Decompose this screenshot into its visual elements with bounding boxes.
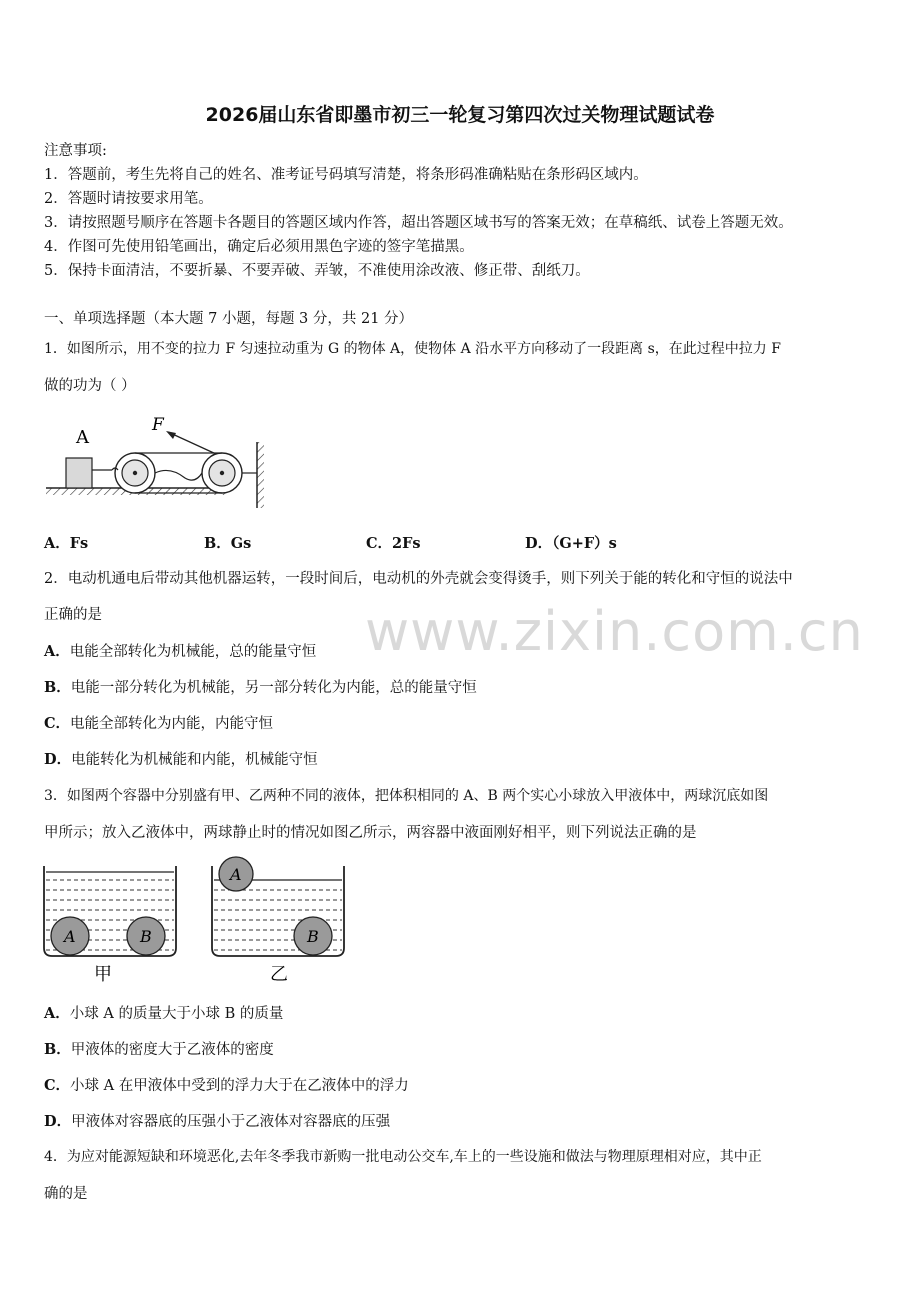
q1-stem-line1: 1．如图所示，用不变的拉力 F 匀速拉动重为 G 的物体 A，使物体 A 沿水平方向移动了一段距离 s，在此过程中拉力 F [44, 341, 781, 357]
q4-stem-line2: 确的是 [44, 1186, 88, 1202]
q3-stem-line1: 3．如图两个容器中分别盛有甲、乙两种不同的液体，把体积相同的 A、B 两个实心小球放入甲液体中，两球沉底如图 [44, 788, 769, 804]
notice-item: 2．答题时请按要求用笔。 [44, 191, 213, 207]
section-heading: 一、单项选择题（本大题 7 小题，每题 3 分，共 21 分） [44, 311, 414, 327]
label-jia: 甲 [94, 964, 112, 985]
notice-heading: 注意事项: [44, 143, 107, 159]
force-arrow [168, 432, 216, 454]
force-arrowhead [166, 431, 176, 439]
block-a [66, 458, 92, 488]
ball-a-label: A [230, 865, 242, 884]
ball-b-label: B [307, 927, 319, 946]
q2-option-b: B．电能一部分转化为机械能，另一部分转化为内能，总的能量守恒 [44, 679, 477, 696]
container-yi [212, 857, 344, 956]
q2-option-d: D．电能转化为机械能和内能，机械能守恒 [44, 751, 318, 768]
ball-a-label: A [64, 927, 76, 946]
q2-stem-line1: 2．电动机通电后带动其他机器运转，一段时间后，电动机的外壳就会变得烫手，则下列关于能的转化和守恒的说法中 [44, 571, 793, 587]
q2-stem-line2: 正确的是 [44, 607, 102, 623]
q3-option-d: D．甲液体对容器底的压强小于乙液体对容器底的压强 [44, 1113, 391, 1130]
notice-item: 1．答题前，考生先将自己的姓名、准考证号码填写清楚，将条形码准确粘贴在条形码区域内。 [44, 167, 648, 183]
container-jia [44, 866, 176, 956]
q3-option-a: A．小球 A 的质量大于小球 B 的质量 [44, 1005, 284, 1022]
q1-label-f: F [152, 415, 164, 435]
page-title: 2026届山东省即墨市初三一轮复习第四次过关物理试题试卷 [205, 104, 715, 126]
q3-stem-line2: 甲所示；放入乙液体中，两球静止时的情况如图乙所示，两容器中液面刚好相平，则下列说法正确的是 [44, 825, 697, 841]
q4-stem-line1: 4．为应对能源短缺和环境恶化,去年冬季我市新购一批电动公交车,车上的一些设施和做法与物理原理相对应，其中正 [44, 1149, 762, 1165]
q2-option-c: C．电能全部转化为内能，内能守恒 [44, 715, 274, 732]
ball-b-label: B [140, 927, 152, 946]
q1-label-a: A [76, 427, 89, 448]
label-yi: 乙 [270, 964, 288, 985]
q1-option-c: C．2Fs [366, 535, 421, 552]
notice-item: 4．作图可先使用铅笔画出，确定后必须用黑色字迹的签字笔描黑。 [44, 239, 474, 255]
q2-option-a: A．电能全部转化为机械能，总的能量守恒 [44, 643, 317, 660]
q3-containers-figure [40, 852, 350, 986]
q1-option-d: D．（G+F）s [525, 535, 617, 552]
wall-hatch [257, 442, 264, 508]
pulley-axle [220, 471, 224, 475]
rope [155, 470, 202, 480]
q3-option-c: C．小球 A 在甲液体中受到的浮力大于在乙液体中的浮力 [44, 1077, 409, 1094]
q1-pulley-figure [40, 406, 280, 510]
q1-stem-line2: 做的功为（ ） [44, 378, 136, 394]
q3-option-b: B．甲液体的密度大于乙液体的密度 [44, 1041, 274, 1058]
notice-item: 3．请按照题号顺序在答题卡各题目的答题区域内作答，超出答题区域书写的答案无效；在草稿纸、试卷上答题无效。 [44, 215, 793, 231]
q1-option-b: B．Gs [204, 535, 252, 552]
pulley-axle [133, 471, 137, 475]
watermark: www.zixin.com.cn [365, 600, 864, 663]
q1-option-a: A．Fs [44, 535, 89, 552]
notice-item: 5．保持卡面清洁，不要折暴、不要弄破、弄皱，不准使用涂改液、修正带、刮纸刀。 [44, 263, 590, 279]
